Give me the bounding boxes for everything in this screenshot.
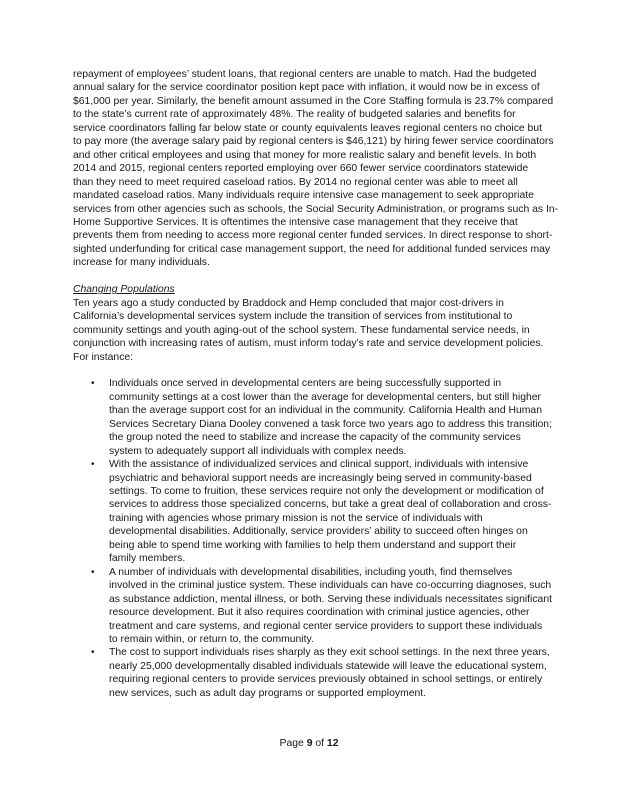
text-line: than they need to meet required caseload ratios. By 2014 no regional center was able to meet all [73, 176, 518, 188]
text-line: system to adequately support all individuals with complex needs. [109, 445, 407, 457]
text-line: service coordinators falling far below state or county equivalents leaves regional centers no choice but [73, 122, 542, 134]
page-footer [0, 737, 618, 750]
bullet-icon: • [91, 459, 95, 471]
text-line: The cost to support individuals rises sharply as they exit school settings. In the next three years, [109, 647, 550, 659]
text-line: family members. [109, 553, 186, 565]
text-line: involved in the criminal justice system. These individuals can have co-occurring diagnoses, such [109, 580, 552, 592]
text-line: training with agencies whose primary mission is not the service of individuals with [109, 512, 483, 524]
text-line: community settings and youth aging-out of the school system. These fundamental service needs, in [73, 324, 530, 336]
text-line: than the average support cost for an individual in the community. California Health and Human [109, 405, 542, 417]
text-line: as substance addiction, mental illness, or both. Serving these individuals necessitates significant [109, 593, 553, 605]
paragraph-spacer [73, 270, 553, 283]
section-intro [73, 297, 553, 364]
text-line: Individuals once served in developmental centers are being successfully supported in [109, 378, 502, 390]
text-line: the group noted the need to stabilize and increase the capacity of the community services [109, 432, 521, 444]
bullet-icon: • [91, 378, 95, 390]
text-line: nearly 25,000 developmentally disabled individuals statewide will leave the educational system, [109, 660, 547, 672]
text-line: increase for many individuals. [73, 257, 210, 269]
list-item [73, 566, 553, 647]
bullet-list [73, 377, 553, 700]
text-line: resource development. But it also requires coordination with criminal justice agencies, other [109, 607, 530, 619]
text-line: mandated caseload ratios. Many individuals require intensive case management to seek appropriate [73, 190, 534, 202]
bullet-icon: • [91, 647, 95, 659]
list-item [73, 458, 553, 566]
paragraph-case-management [73, 68, 559, 270]
text-line: treatment and care systems, and regional center service providers to support these individuals [109, 620, 543, 632]
text-line: prevents them from needing to access more regional center funded services. In direct response to short- [73, 230, 553, 242]
text-line: developmental disabilities. Additionally, service providers’ ability to succeed often hinges on [109, 526, 528, 538]
text-line: services to address those specialized concerns, but take a great deal of collaboration and cross- [109, 499, 552, 511]
document-body [73, 68, 559, 700]
text-line: With the assistance of individualized services and clinical support, individuals with intensive [109, 459, 529, 471]
text-line: and other critical employees and using that money for more realistic salary and benefit levels. In both [73, 149, 537, 161]
text-line: new services, such as adult day programs or supported employment. [109, 687, 427, 699]
text-line: settings. To come to fruition, these services require not only the development or modification of [109, 486, 544, 498]
text-line: to remain within, or return to, the community. [109, 634, 314, 645]
text-line: California’s developmental services system include the transition of services from institutional to [73, 311, 513, 323]
paragraph-spacer [73, 364, 553, 377]
of-label: of [315, 738, 325, 749]
total-pages-number: 12 [326, 738, 339, 749]
text-line: to pay more (the average salary paid by regional centers is $46,121) by hiring fewer service coordinators [73, 136, 554, 148]
text-line: annual salary for the service coordinator position kept pace with inflation, it would now be in excess of [73, 82, 540, 94]
text-line: A number of individuals with developmental disabilities, including youth, find themselves [109, 566, 513, 578]
text-line: community settings at a cost lower than the average for developmental centers, but still higher [109, 391, 542, 403]
list-item [73, 377, 553, 458]
text-line: Services Secretary Diana Dooley convened a task force two years ago to address this transition; [109, 418, 552, 430]
text-line: being able to spend time working with families to help them understand and support their [109, 539, 517, 551]
text-line: Home Supportive Services. It is oftentimes the intensive case management that they receive that [73, 216, 518, 228]
text-line: requiring regional centers to provide services previously obtained in school settings, or entirely [109, 674, 543, 686]
text-line: sighted underfunding for critical case management support, the need for additional funded services may [73, 243, 551, 255]
text-line: repayment of employees’ student loans, that regional centers are unable to match. Had the budgeted [73, 69, 537, 80]
bullet-icon: • [91, 566, 95, 578]
text-line: services from other agencies such as schools, the Social Security Administration, or programs such as In- [73, 203, 559, 215]
list-item [73, 646, 553, 700]
text-line: psychiatric and behavioral support needs are increasingly being served in community-based [109, 472, 532, 484]
text-line: $61,000 per year. Similarly, the benefit amount assumed in the Core Staffing formula is 23.7% compared [73, 95, 554, 107]
text-line: Ten years ago a study conducted by Braddock and Hemp concluded that major cost-drivers in [73, 297, 504, 309]
text-line: conjunction with increasing rates of autism, must inform today’s rate and service development policies. [73, 338, 544, 350]
text-line: For instance: [73, 351, 134, 363]
page-label: Page [279, 738, 304, 749]
current-page-number: 9 [306, 738, 313, 749]
text-line: to the state’s current rate of approximately 48%. The reality of budgeted salaries and benefits for [73, 109, 516, 121]
text-line: 2014 and 2015, regional centers reported employing over 660 fewer service coordinators statewide [73, 163, 529, 175]
section-heading: Changing Populations [73, 284, 175, 296]
